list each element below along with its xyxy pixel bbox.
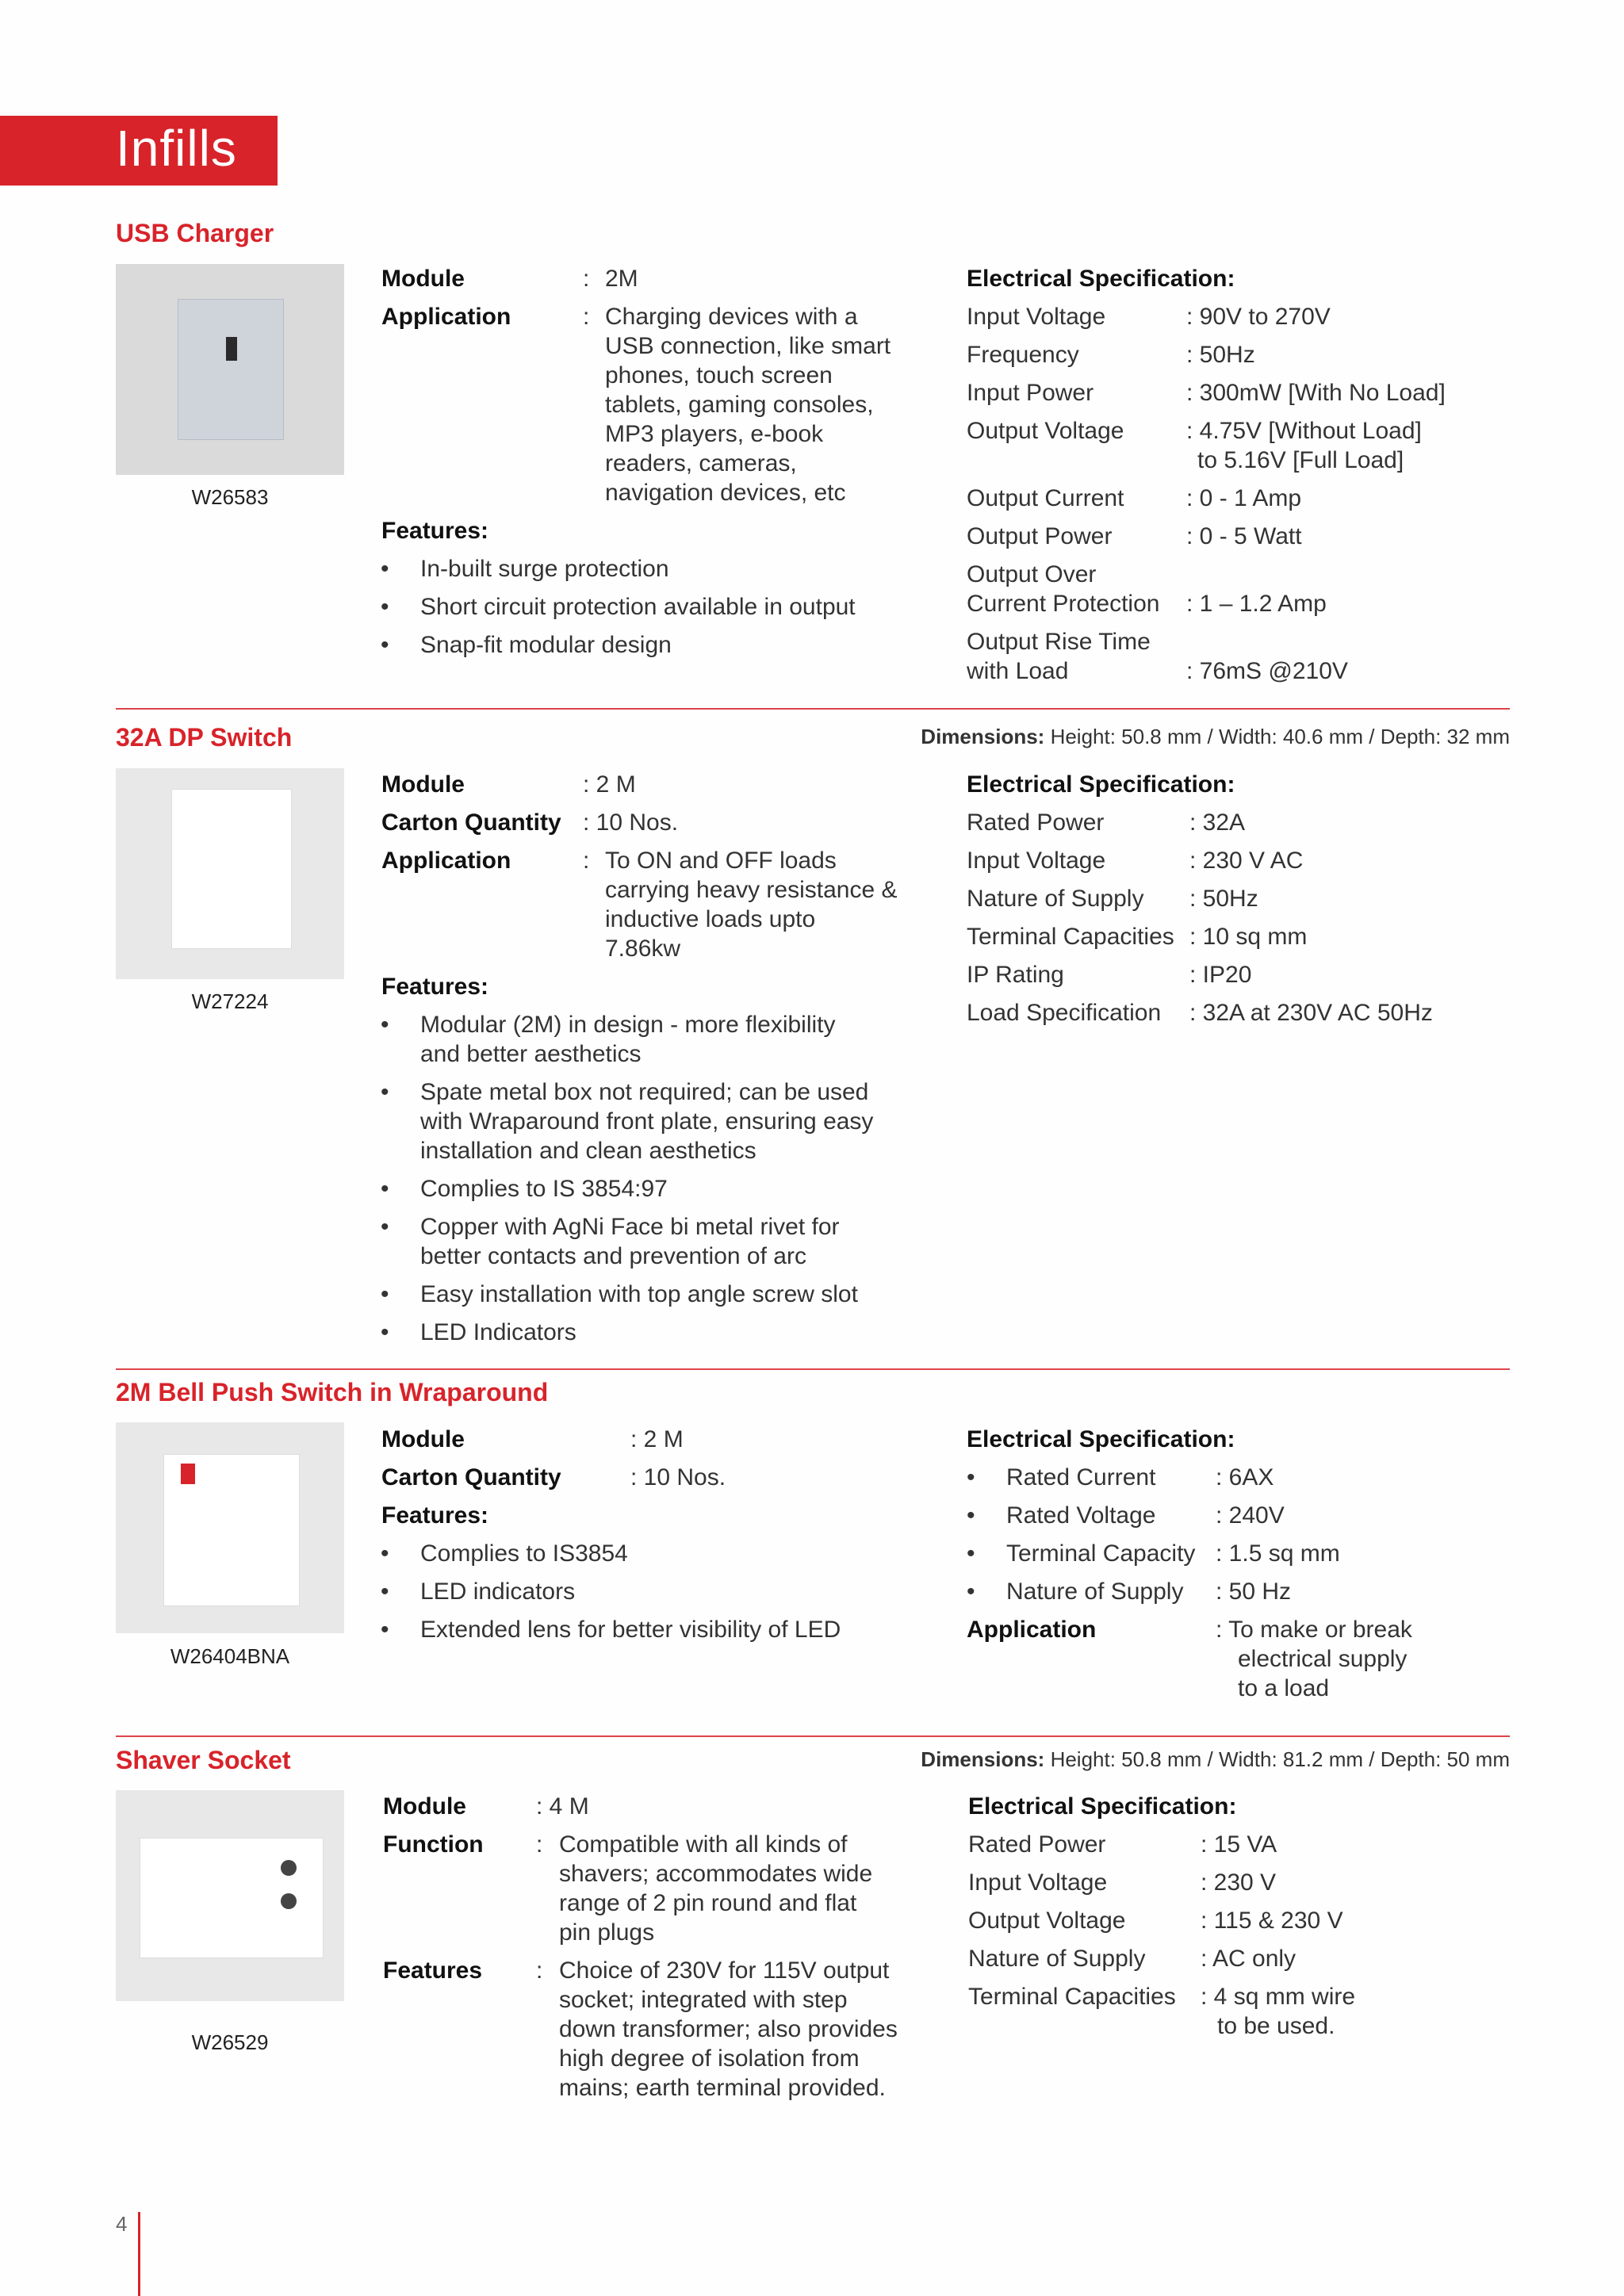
text-line: phones, touch screen [605,362,833,388]
usb-spec-key: Output Power [967,523,1113,549]
socket-hole-icon [281,1860,297,1876]
usb-spec-value: : 0 - 5 Watt [1186,523,1302,549]
text-line: pin plugs [559,1919,655,1946]
text-line: socket; integrated with step [559,1987,848,2013]
bell-spec-value: : 6AX [1216,1464,1274,1490]
text-line: MP3 players, e-book [605,421,824,447]
dp-spec-key: Terminal Capacities [967,924,1174,950]
usb-spec-value: : 90V to 270V [1186,304,1331,330]
text-line: shavers; accommodates wide [559,1861,873,1887]
usb-spec-key: Input Power [967,380,1094,406]
bell-spec-key: • Terminal Capacity [1006,1539,1195,1568]
usb-elec-title: Electrical Specification: [967,266,1235,292]
dp-elec-title: Electrical Specification: [967,771,1235,798]
shaver-features-text [559,1956,898,2103]
dp-spec-value: : 230 V AC [1189,848,1304,874]
shaver-features-colon: : [536,1957,543,1984]
bell-spec-value: : 240V [1216,1502,1285,1529]
text-line: • Spate metal box not required; can be used [420,1079,869,1105]
text-line: range of 2 pin round and flat [559,1890,857,1916]
banner-title: Infills [116,120,237,177]
usb-spec-value: : 4.75V [Without Load] [1186,418,1422,444]
dp-feature-item [420,1010,836,1069]
shaver-module-value: : 4 M [536,1793,589,1820]
bell-carton-label: Carton Quantity [381,1464,561,1490]
text-line: USB connection, like smart [605,333,891,359]
shaver-spec-key: Output Voltage [968,1908,1126,1934]
dp-switch-dimensions [921,725,1510,749]
shaver-spec-value: to be used. [1217,2013,1335,2039]
page-number: 4 [116,2212,128,2236]
usb-features-label: Features: [381,518,489,544]
dp-feature-item [420,1077,873,1165]
bell-module-label: Module [381,1426,465,1452]
text-line: 7.86kw [605,936,681,962]
usb-spec-key: Output Current [967,485,1124,511]
dp-spec-key: Load Specification [967,1000,1162,1026]
text-line: carrying heavy resistance & [605,877,898,903]
dp-module-value: : 2 M [583,771,636,798]
section-banner [0,116,278,186]
dp-feature-item [420,1174,668,1203]
bell-carton-value: : 10 Nos. [630,1464,726,1490]
bell-elec-title: Electrical Specification: [967,1426,1235,1452]
divider [116,1368,1510,1370]
shaver-function-label: Function [383,1831,484,1858]
dp-feature-item [420,1280,858,1309]
usb-spec-value: : 0 - 1 Amp [1186,485,1302,511]
bell-application-line: : To make or break [1216,1617,1412,1643]
text-line: high degree of isolation from [559,2045,860,2072]
usb-spec-key: Input Voltage [967,304,1106,330]
text-line: Charging devices with a [605,304,858,330]
dp-application-text [605,846,898,963]
bell-spec-value: : 1.5 sq mm [1216,1540,1340,1567]
shaver-function-text [559,1830,872,1947]
divider [116,1735,1510,1737]
dp-feature-item [420,1212,840,1271]
bell-application-line: electrical supply [1238,1646,1408,1672]
text-line: with Wraparound front plate, ensuring easy [420,1108,874,1135]
usb-spec-value: : 1 – 1.2 Amp [1186,591,1327,617]
shaver-socket-photo [116,1790,344,2001]
usb-module-colon: : [583,266,590,292]
shaver-socket-dimensions [921,1747,1510,1772]
text-line: navigation devices, etc [605,480,846,506]
bell-feature-item: • Extended lens for better visibility of LED [420,1615,841,1644]
usb-application-colon: : [583,304,590,330]
switch-rocker [171,789,292,949]
bell-module-value: : 2 M [630,1426,684,1452]
text-line: • LED Indicators [420,1319,576,1345]
dims-value: Height: 50.8 mm / Width: 81.2 mm / Depth: 50 mm [1050,1747,1510,1771]
text-line: • Easy installation with top angle screw slot [420,1281,858,1307]
usb-module-label: Module [381,266,465,292]
dp-spec-key: Rated Power [967,809,1105,836]
dp-spec-value: : IP20 [1189,962,1252,988]
usb-application-text [605,302,891,507]
dp-spec-key: Input Voltage [967,848,1106,874]
shaver-spec-key: Rated Power [968,1831,1106,1858]
dp-spec-value: : 50Hz [1189,886,1258,912]
text-line: Choice of 230V for 115V output [559,1957,890,1984]
bell-application-label: Application [967,1617,1097,1643]
shaver-spec-key: Input Voltage [968,1869,1108,1896]
usb-spec-key: Current Protection [967,591,1160,617]
text-line: • Copper with AgNi Face bi metal rivet for [420,1214,840,1240]
usb-spec-key: Frequency [967,342,1079,368]
shaver-spec-value: : 15 VA [1201,1831,1277,1858]
led-indicator-icon [181,1464,195,1484]
bell-feature-item: • Complies to IS3854 [420,1539,628,1568]
bell-features-label: Features: [381,1502,489,1529]
dims-value: Height: 50.8 mm / Width: 40.6 mm / Depth: 32 mm [1050,725,1510,748]
dp-features-label: Features: [381,974,489,1000]
text-line: • Complies to IS 3854:97 [420,1176,668,1202]
shaver-spec-value: : AC only [1201,1946,1297,1972]
dp-spec-value: : 32A [1189,809,1246,836]
text-line: inductive loads upto [605,906,816,932]
usb-module-face [178,299,284,440]
dp-carton-value: : 10 Nos. [583,809,679,836]
dp-spec-value: : 32A at 230V AC 50Hz [1189,1000,1433,1026]
shaver-spec-key: Terminal Capacities [968,1984,1176,2010]
text-line: better contacts and prevention of arc [420,1243,806,1269]
shaver-features-label: Features [383,1957,483,1984]
bell-spec-value: : 50 Hz [1216,1578,1292,1605]
dp-switch-title: 32A DP Switch [116,723,293,752]
shaver-spec-value: : 4 sq mm wire [1201,1984,1356,2010]
usb-spec-value: to 5.16V [Full Load] [1197,447,1404,473]
text-line: To ON and OFF loads [605,848,837,874]
shaver-function-colon: : [536,1831,543,1858]
usb-spec-value: : 300mW [With No Load] [1186,380,1446,406]
usb-charger-title: USB Charger [116,219,274,247]
shaver-spec-value: : 115 & 230 V [1201,1908,1343,1934]
usb-spec-value: : 50Hz [1186,342,1255,368]
divider [116,708,1510,710]
shaver-module-label: Module [383,1793,466,1820]
bell-spec-key: • Nature of Supply [1006,1577,1183,1606]
shaver-spec-value: : 230 V [1201,1869,1277,1896]
text-line: Compatible with all kinds of [559,1831,848,1858]
text-line: down transformer; also provides [559,2016,898,2042]
bell-feature-item: • LED indicators [420,1577,575,1606]
bell-push-photo [116,1422,344,1633]
socket-hole-icon [281,1893,297,1909]
text-line: tablets, gaming consoles, [605,392,874,418]
dp-switch-code: W27224 [191,989,269,1013]
dp-application-label: Application [381,848,511,874]
usb-port-icon [226,337,237,361]
shaver-socket-code: W26529 [191,2030,269,2054]
usb-application-label: Application [381,304,511,330]
bell-application-line: to a load [1238,1675,1330,1701]
usb-charger-photo [116,264,344,475]
text-line: • Modular (2M) in design - more flexibility [420,1012,836,1038]
usb-feature-item: • Snap-fit modular design [420,630,672,660]
shaver-elec-title: Electrical Specification: [968,1793,1237,1820]
dims-label: Dimensions: [921,1747,1045,1771]
page-marker-bar [138,2212,140,2296]
shaver-socket-title: Shaver Socket [116,1746,291,1774]
usb-spec-key: Output Over [967,561,1097,587]
usb-spec-key: Output Voltage [967,418,1124,444]
bell-spec-key: • Rated Voltage [1006,1501,1155,1530]
dp-carton-label: Carton Quantity [381,809,561,836]
usb-charger-code: W26583 [191,485,269,509]
usb-feature-item: • Short circuit protection available in output [420,592,856,622]
dp-application-colon: : [583,848,590,874]
bell-push-title: 2M Bell Push Switch in Wraparound [116,1378,549,1406]
dp-module-label: Module [381,771,465,798]
dp-switch-photo [116,768,344,979]
usb-module-value: 2M [605,266,638,292]
dp-spec-key: Nature of Supply [967,886,1144,912]
usb-spec-key: Output Rise Time [967,629,1151,655]
text-line: and better aesthetics [420,1041,642,1067]
dp-spec-key: IP Rating [967,962,1064,988]
text-line: mains; earth terminal provided. [559,2075,886,2101]
shaver-spec-key: Nature of Supply [968,1946,1146,1972]
usb-feature-item: • In-built surge protection [420,554,669,584]
usb-spec-value: : 76mS @210V [1186,658,1348,684]
dp-spec-value: : 10 sq mm [1189,924,1308,950]
bell-spec-key: • Rated Current [1006,1463,1155,1492]
usb-spec-key: with Load [967,658,1069,684]
text-line: installation and clean aesthetics [420,1138,756,1164]
text-line: readers, cameras, [605,450,797,476]
dp-feature-item [420,1318,576,1347]
dims-label: Dimensions: [921,725,1045,748]
bell-push-code: W26404BNA [170,1644,290,1668]
